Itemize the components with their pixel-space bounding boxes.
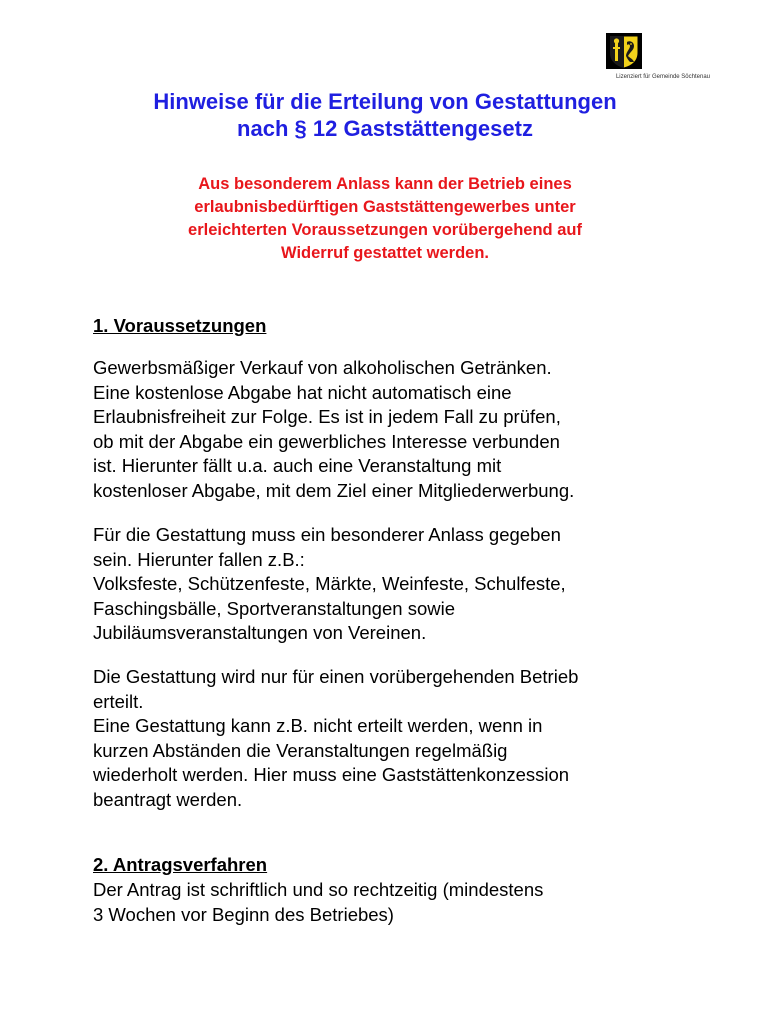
paragraph-line: sein. Hierunter fallen z.B.: (93, 548, 305, 570)
paragraph-line: ist. Hierunter fällt u.a. auch eine Veranstaltung mit (93, 455, 502, 477)
paragraph-line: wiederholt werden. Hier muss eine Gaststättenkonzession (93, 764, 570, 786)
paragraph-line: 3 Wochen vor Beginn des Betriebes) (93, 903, 394, 925)
intro-statement (110, 173, 660, 265)
paragraph-line: Die Gestattung wird nur für einen vorübergehenden Betrieb (93, 666, 579, 687)
paragraph-line: erteilt. (93, 690, 144, 712)
paragraph-line: kostenloser Abgabe, mit dem Ziel einer Mitgliederwerbung. (93, 479, 575, 501)
title-line: Hinweise für die Erteilung von Gestattungen (153, 89, 617, 114)
licence-note: Lizenziert für Gemeinde Söchtenau (615, 74, 710, 80)
paragraph-line: ob mit der Abgabe ein gewerbliches Interesse verbunden (93, 430, 560, 452)
paragraph-line: Eine kostenlose Abgabe hat nicht automatisch eine (93, 381, 512, 403)
paragraph-line: Der Antrag ist schriftlich und so rechtzeitig (mindestens (93, 879, 544, 900)
paragraph-line: Faschingsbälle, Sportveranstaltungen sowie (93, 597, 455, 619)
intro-line: Widerruf gestattet werden. (281, 244, 489, 262)
paragraph-line: Für die Gestattung muss ein besonderer Anlass gegeben (93, 524, 561, 545)
paragraph-line: Erlaubnisfreiheit zur Folge. Es ist in jedem Fall zu prüfen, (93, 406, 561, 428)
paragraph-line: kurzen Abständen die Veranstaltungen regelmäßig (93, 739, 508, 761)
paragraph-line: Volksfeste, Schützenfeste, Märkte, Weinfeste, Schulfeste, (93, 573, 566, 595)
paragraph-voruebergehend (93, 665, 693, 813)
coat-of-arms-icon (606, 33, 642, 69)
paragraph-line: Jubiläumsveranstaltungen von Vereinen. (93, 622, 427, 644)
paragraph-anlass (93, 523, 693, 646)
intro-line: erleichterten Voraussetzungen vorübergehend auf (188, 221, 582, 239)
section-heading-antragsverfahren: 2. Antragsverfahren (93, 854, 268, 875)
paragraph-verkauf (93, 356, 693, 504)
intro-line: erlaubnisbedürftigen Gaststättengewerbes unter (194, 198, 576, 216)
page-title (0, 88, 770, 142)
intro-line: Aus besonderem Anlass kann der Betrieb eines (198, 175, 572, 193)
coat-of-arms-graphic (606, 33, 642, 69)
paragraph-antrag (93, 878, 693, 927)
paragraph-line: beantragt werden. (93, 788, 243, 810)
paragraph-line: Gewerbsmäßiger Verkauf von alkoholischen Getränken. (93, 357, 552, 378)
section-heading-voraussetzungen: 1. Voraussetzungen (93, 315, 267, 336)
paragraph-line: Eine Gestattung kann z.B. nicht erteilt werden, wenn in (93, 715, 543, 737)
title-line: nach § 12 Gaststättengesetz (237, 116, 533, 141)
